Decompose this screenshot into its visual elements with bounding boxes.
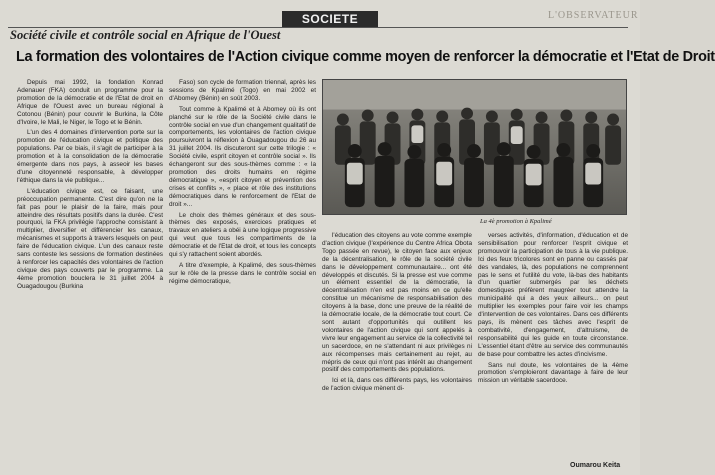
author-byline: Oumarou Keita xyxy=(570,462,621,469)
paragraph: verses activités, d'information, d'éducation et de sensibilisation pour renforcer l'esprit civique et promouvoir la participation de tous à la vie publique. Ici des feux tricolores sont en panne ou cassés par des vandales, là, des populations ne comprennent pas le sens et l'utilité du vote, là-bas des habitants d'un quartier submergés par les déchets domestiques préfèrent maugréer tout attendre la municipalité qui a des yeux ailleurs... on peut multiplier les exemples pour faire voir les champs d'intervention de ces volontaires. Dans ces différents pays, ils mènent ces tâches avec l'esprit de combativité, d'engagement, d'altruisme, de responsabilité qui les guide en toute circonstance. L'essentiel étant d'être au service des communautés de base pour combattre les actes d'incivisme. xyxy=(478,232,628,358)
headline: La formation des volontaires de l'Action civique comme moyen de renforcer la démocratie et l'Etat de Droit xyxy=(16,49,715,65)
group-photo xyxy=(322,79,627,215)
paragraph: A titre d'exemple, à Kpalimé, des sous-thèmes sur le rôle de la presse dans le contrôle social en régime démocratique, xyxy=(169,261,316,285)
paragraph: Ici et là, dans ces différents pays, les volontaires de l'action civique mènent di- xyxy=(322,377,472,393)
article-column-4 xyxy=(478,232,628,388)
kicker: Société civile et contrôle social en Afrique de l'Ouest xyxy=(10,28,281,42)
paragraph: Depuis mai 1992, la fondation Konrad Adenauer (FKA) conduit un programme pour la promotion de la démocratie et de l'Etat de droit en Afrique de l'Ouest avec un bureau régional à Cotonou (Bénin) pour couvrir le Burkina, la Côte d'Ivoire, le Mali, le Niger, le Togo et le Bénin. xyxy=(17,79,163,126)
paragraph: Sans nul doute, les volontaires de la 4ème promotion s'emploieront davantage à faire de leur mission un véritable sacerdoce. xyxy=(478,361,628,385)
bleed-through-text: L'OBSERVATEUR xyxy=(548,10,639,21)
section-rubric: SOCIETE xyxy=(282,11,378,28)
group-photo-image xyxy=(323,80,626,214)
article-column-2 xyxy=(169,79,316,289)
paragraph: l'éducation des citoyens au vote comme exemple d'action civique (l'expérience du Centre Africa Obota Togo passée en revue), le citoyen face aux enjeux de la décentralisation, le rôle de la société civile dans le développement communautaire... ont été développés et discutés. Si la presse est vue comme un élément essentiel de la démocratie, la décentralisation n'en est pas moins en ce qu'elle constitue un mécanisme de responsabilisation des citoyens à la base, donc une preuve de la réalité de la démocratie locale, de la démocratie tout court. Ce sont autant d'opportunités qui outillent les volontaires de l'action civique qui sont appelés à vivre leur engagement au service de la collectivité tel un sacerdoce, en ne s'attendant ni aux privilèges ni aux récompenses mais certainement au rejet, au mépris de ceux qui n'ont pas intérêt au changement positif des comportements des populations. xyxy=(322,232,472,374)
paragraph: Tout comme à Kpalimé et à Abomey où ils ont planché sur le rôle de la Société civile dans le contrôle social en vue d'un changement qualitatif de comportements, les volontaires de l'action civique poursuivront la réflexion à Ouagadougou du 26 au 31 juillet 2004. Ils discuteront sur cette trilogie : « Société civile, esprit citoyen et contrôle social ». Ils échangeront sur des sous-thèmes comme : « la promotion des droits humains en régime démocratique », «esprit citoyen et prévention des crises et conflits », « place et rôle des institutions démocratiques dans le renforcement de l'Etat de droit »... xyxy=(169,105,316,208)
article-column-1 xyxy=(17,79,163,294)
photo-caption: La 4è promotion à Kpalimé xyxy=(480,218,552,225)
article-column-3 xyxy=(322,232,472,396)
paragraph: Faso) son cycle de formation triennal, après les sessions de Kpalimé (Togo) en mai 2002 et d'Abomey (Bénin) en soût 2003. xyxy=(169,79,316,102)
paragraph: Le choix des thèmes généraux et des sous-thèmes des exposés, exercices pratiques et travaux en ateliers a obéi à une logique progressive qui veut que tous les compartiments de la démocratie et de l'Etat de droit, et tous les concepts qui s'y rattachent soient abordés. xyxy=(169,211,316,259)
paragraph: L'un des 4 domaines d'intervention porte sur la promotion de l'éducation civique et politique des populations. Par ce biais, il s'agit de participer à la promotion et à la consolidation de la démocratie émergente dans nos pays, à asseoir les bases d'une citoyenneté responsable, à développer l'éthique dans la vie publique... xyxy=(17,129,163,184)
paragraph: L'éducation civique est, ce faisant, une préoccupation permanente. C'est dire qu'on ne la fait pas pour le plaisir de la faire, mais pour atteindre des résultats positifs dans la durée. C'est pourquoi, la FKA privilégie l'approche consistant à multiplier, diversifier et différencier les canaux, mécanismes et supports à travers lesquels on peut faire de l'éducation civique. L'un des canaux reste sans conteste les sessions de formation destinées à renforcer les capacités des volontaires de l'action civique des pays couverts par le programme. La 4ème promotion bouclera le 31 juillet 2004 à Ouagadougou (Burkina xyxy=(17,187,163,290)
